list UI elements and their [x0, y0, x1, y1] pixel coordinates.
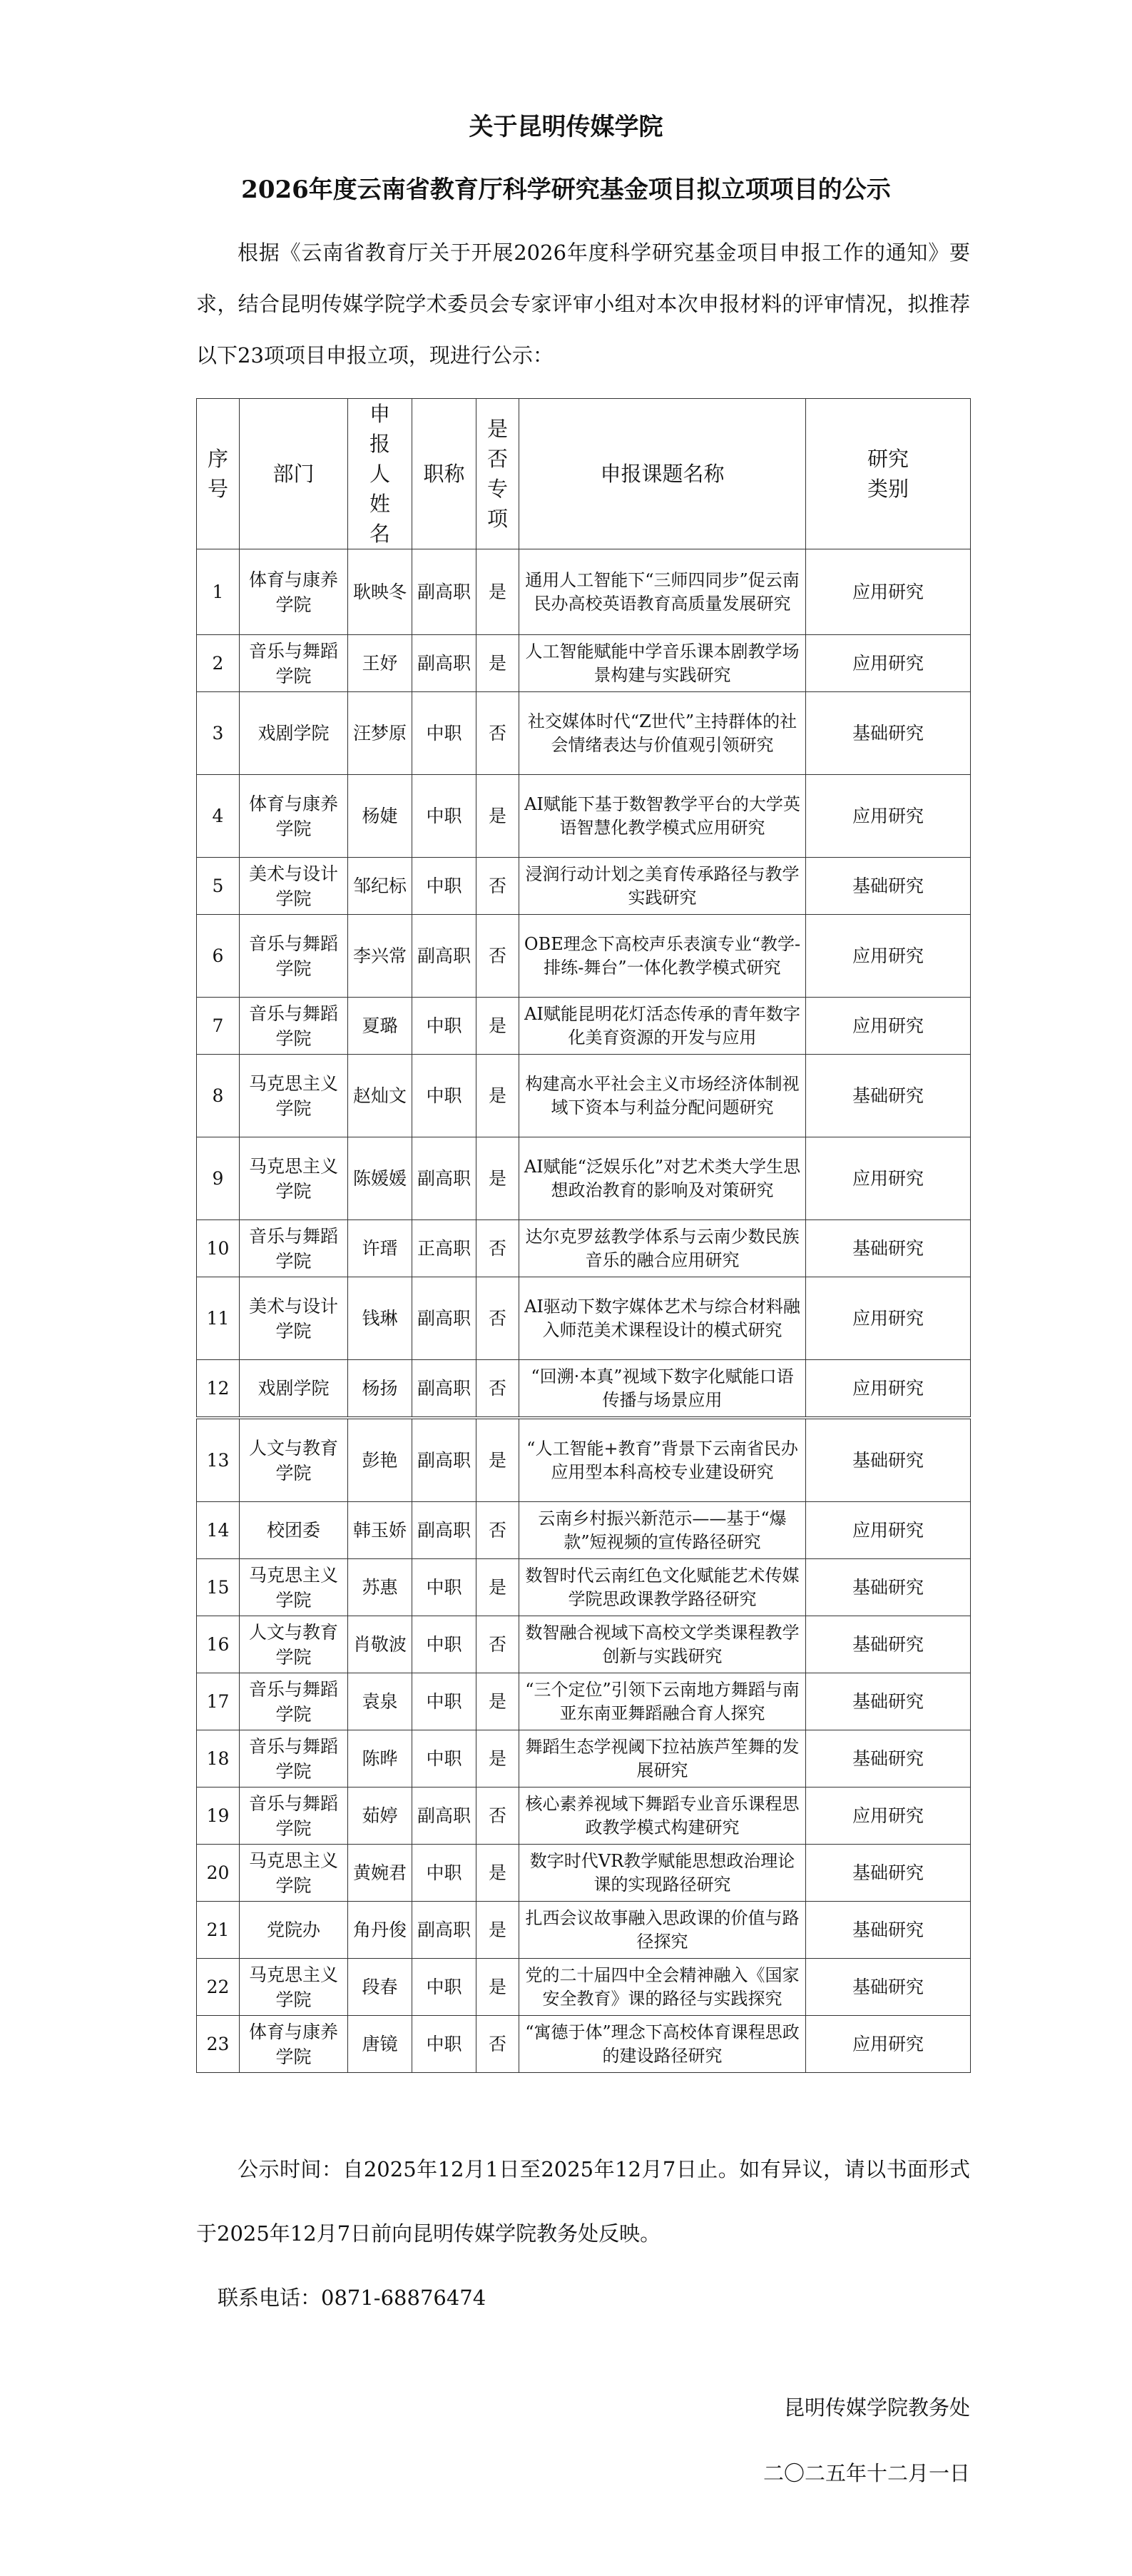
- row-topic: “人工智能+教育”背景下云南省民办应用型本科高校专业建设研究: [519, 1419, 806, 1502]
- row-special: 是: [476, 1137, 519, 1220]
- row-no: 17: [197, 1673, 240, 1730]
- project-table-part-2: [196, 1419, 971, 2073]
- row-no: 8: [197, 1055, 240, 1137]
- row-rank: 副高职: [412, 1502, 476, 1559]
- row-dept: 马克思主义学院: [240, 1845, 348, 1902]
- row-name: 钱琳: [348, 1277, 412, 1360]
- table-body-2: [197, 1419, 971, 2073]
- row-special: 是: [476, 635, 519, 692]
- row-dept: 戏剧学院: [240, 692, 348, 775]
- row-topic: OBE理念下高校声乐表演专业“教学-排练-舞台”一体化教学模式研究: [519, 915, 806, 998]
- header-type: 研究类别: [806, 399, 971, 549]
- row-topic: 通用人工智能下“三师四同步”促云南民办高校英语教育高质量发展研究: [519, 549, 806, 635]
- row-topic: 党的二十届四中全会精神融入《国家安全教育》课的路径与实践探究: [519, 1959, 806, 2016]
- row-special: 否: [476, 915, 519, 998]
- table-row: [197, 2016, 971, 2073]
- row-special: 是: [476, 1055, 519, 1137]
- row-rank: 中职: [412, 692, 476, 775]
- row-special: 是: [476, 998, 519, 1055]
- row-dept: 体育与康养学院: [240, 775, 348, 858]
- row-name: 李兴常: [348, 915, 412, 998]
- table-row: [197, 1277, 971, 1360]
- row-name: 唐镜: [348, 2016, 412, 2073]
- row-no: 23: [197, 2016, 240, 2073]
- row-name: 黄婉君: [348, 1845, 412, 1902]
- row-no: 2: [197, 635, 240, 692]
- row-name: 角丹俊: [348, 1902, 412, 1959]
- row-dept: 美术与设计学院: [240, 858, 348, 915]
- row-no: 11: [197, 1277, 240, 1360]
- row-name: 段春: [348, 1959, 412, 2016]
- row-no: 5: [197, 858, 240, 915]
- row-special: 是: [476, 1673, 519, 1730]
- row-type: 应用研究: [806, 1277, 971, 1360]
- table-row: [197, 1137, 971, 1220]
- row-rank: 副高职: [412, 635, 476, 692]
- row-rank: 中职: [412, 1559, 476, 1616]
- row-name: 夏璐: [348, 998, 412, 1055]
- row-rank: 副高职: [412, 1902, 476, 1959]
- table-row: [197, 1502, 971, 1559]
- row-rank: 中职: [412, 1959, 476, 2016]
- header-dept: 部门: [240, 399, 348, 549]
- table-header-row: [197, 399, 971, 549]
- row-name: 赵灿文: [348, 1055, 412, 1137]
- title-line-2: 2026年度云南省教育厅科学研究基金项目拟立项项目的公示: [241, 176, 891, 204]
- row-topic: 人工智能赋能中学音乐课本剧教学场景构建与实践研究: [519, 635, 806, 692]
- row-special: 是: [476, 1419, 519, 1502]
- row-no: 19: [197, 1788, 240, 1845]
- row-type: 应用研究: [806, 915, 971, 998]
- row-type: 基础研究: [806, 692, 971, 775]
- row-name: 邹纪标: [348, 858, 412, 915]
- table-row: [197, 1220, 971, 1277]
- row-special: 否: [476, 692, 519, 775]
- row-rank: 中职: [412, 1616, 476, 1673]
- header-rank: 职称: [412, 399, 476, 549]
- row-no: 10: [197, 1220, 240, 1277]
- row-type: 应用研究: [806, 635, 971, 692]
- row-type: 基础研究: [806, 1902, 971, 1959]
- row-no: 6: [197, 915, 240, 998]
- row-no: 4: [197, 775, 240, 858]
- row-name: 杨扬: [348, 1360, 412, 1417]
- row-no: 14: [197, 1502, 240, 1559]
- row-no: 13: [197, 1419, 240, 1502]
- row-name: 茹婷: [348, 1788, 412, 1845]
- table-row: [197, 1902, 971, 1959]
- row-dept: 美术与设计学院: [240, 1277, 348, 1360]
- row-topic: 达尔克罗兹教学体系与云南少数民族音乐的融合应用研究: [519, 1220, 806, 1277]
- row-no: 7: [197, 998, 240, 1055]
- table-row: [197, 1673, 971, 1730]
- row-special: 否: [476, 1616, 519, 1673]
- header-topic: 申报课题名称: [519, 399, 806, 549]
- table-row: [197, 1055, 971, 1137]
- row-dept: 党院办: [240, 1902, 348, 1959]
- row-topic: 核心素养视域下舞蹈专业音乐课程思政教学模式构建研究: [519, 1788, 806, 1845]
- row-rank: 中职: [412, 858, 476, 915]
- row-special: 否: [476, 858, 519, 915]
- row-special: 否: [476, 1277, 519, 1360]
- row-dept: 音乐与舞蹈学院: [240, 1730, 348, 1788]
- row-no: 1: [197, 549, 240, 635]
- row-topic: 浸润行动计划之美育传承路径与教学实践研究: [519, 858, 806, 915]
- intro-paragraph: 根据《云南省教育厅关于开展2026年度科学研究基金项目申报工作的通知》要求，结合昆明传媒学院学术委员会专家评审小组对本次申报材料的评审情况，拟推荐以下23项项目申报立项，现进行公示：: [196, 240, 970, 367]
- project-table-part-1: [196, 398, 971, 1417]
- row-special: 否: [476, 1502, 519, 1559]
- row-dept: 音乐与舞蹈学院: [240, 915, 348, 998]
- row-type: 应用研究: [806, 775, 971, 858]
- row-no: 21: [197, 1902, 240, 1959]
- row-topic: AI赋能下基于数智教学平台的大学英语智慧化教学模式应用研究: [519, 775, 806, 858]
- row-rank: 副高职: [412, 1419, 476, 1502]
- table-row: [197, 1845, 971, 1902]
- row-special: 是: [476, 549, 519, 635]
- row-dept: 音乐与舞蹈学院: [240, 635, 348, 692]
- table-row: [197, 1360, 971, 1417]
- table-row: [197, 775, 971, 858]
- row-rank: 正高职: [412, 1220, 476, 1277]
- table-row: [197, 635, 971, 692]
- row-special: 否: [476, 1360, 519, 1417]
- row-rank: 副高职: [412, 1137, 476, 1220]
- row-no: 9: [197, 1137, 240, 1220]
- row-dept: 人文与教育学院: [240, 1616, 348, 1673]
- row-type: 基础研究: [806, 1959, 971, 2016]
- row-dept: 马克思主义学院: [240, 1137, 348, 1220]
- row-rank: 中职: [412, 775, 476, 858]
- row-type: 应用研究: [806, 1137, 971, 1220]
- row-type: 基础研究: [806, 1220, 971, 1277]
- row-topic: 云南乡村振兴新范示——基于“爆款”短视频的宣传路径研究: [519, 1502, 806, 1559]
- row-name: 许瑨: [348, 1220, 412, 1277]
- row-type: 基础研究: [806, 1559, 971, 1616]
- table-row: [197, 915, 971, 998]
- table-row: [197, 1788, 971, 1845]
- row-type: 应用研究: [806, 549, 971, 635]
- row-dept: 马克思主义学院: [240, 1559, 348, 1616]
- row-topic: 扎西会议故事融入思政课的价值与路径探究: [519, 1902, 806, 1959]
- row-name: 杨婕: [348, 775, 412, 858]
- row-rank: 中职: [412, 2016, 476, 2073]
- row-special: 是: [476, 1902, 519, 1959]
- table-row: [197, 858, 971, 915]
- contact-phone: 联系电话：0871-68876474: [218, 2286, 486, 2310]
- header-special: 是否专项: [476, 399, 519, 549]
- row-special: 是: [476, 1845, 519, 1902]
- table-row: [197, 549, 971, 635]
- row-dept: 体育与康养学院: [240, 2016, 348, 2073]
- row-topic: AI赋能“泛娱乐化”对艺术类大学生思想政治教育的影响及对策研究: [519, 1137, 806, 1220]
- row-no: 15: [197, 1559, 240, 1616]
- row-topic: 社交媒体时代“Z世代”主持群体的社会情绪表达与价值观引领研究: [519, 692, 806, 775]
- header-name: 申报人姓名: [348, 399, 412, 549]
- row-topic: AI赋能昆明花灯活态传承的青年数字化美育资源的开发与应用: [519, 998, 806, 1055]
- row-type: 基础研究: [806, 1845, 971, 1902]
- row-name: 肖敬波: [348, 1616, 412, 1673]
- row-rank: 中职: [412, 1673, 476, 1730]
- signature-date: 二〇二五年十二月一日: [763, 2461, 970, 2485]
- row-dept: 戏剧学院: [240, 1360, 348, 1417]
- row-type: 基础研究: [806, 1055, 971, 1137]
- row-name: 陈媛媛: [348, 1137, 412, 1220]
- table-row: [197, 998, 971, 1055]
- row-type: 应用研究: [806, 1502, 971, 1559]
- row-type: 应用研究: [806, 998, 971, 1055]
- row-name: 王妤: [348, 635, 412, 692]
- row-special: 是: [476, 1559, 519, 1616]
- row-dept: 音乐与舞蹈学院: [240, 1788, 348, 1845]
- row-topic: “寓德于体”理念下高校体育课程思政的建设路径研究: [519, 2016, 806, 2073]
- row-type: 基础研究: [806, 1616, 971, 1673]
- row-special: 是: [476, 1959, 519, 2016]
- row-dept: 人文与教育学院: [240, 1419, 348, 1502]
- row-no: 16: [197, 1616, 240, 1673]
- row-rank: 中职: [412, 1845, 476, 1902]
- row-name: 袁泉: [348, 1673, 412, 1730]
- header-no: 序号: [197, 399, 240, 549]
- row-topic: “三个定位”引领下云南地方舞蹈与南亚东南亚舞蹈融合育人探究: [519, 1673, 806, 1730]
- row-special: 是: [476, 775, 519, 858]
- row-type: 应用研究: [806, 1788, 971, 1845]
- row-rank: 中职: [412, 998, 476, 1055]
- row-type: 基础研究: [806, 1730, 971, 1788]
- row-dept: 马克思主义学院: [240, 1055, 348, 1137]
- row-no: 18: [197, 1730, 240, 1788]
- row-name: 汪梦原: [348, 692, 412, 775]
- row-rank: 中职: [412, 1055, 476, 1137]
- row-name: 陈晔: [348, 1730, 412, 1788]
- row-topic: 数字时代VR教学赋能思想政治理论课的实现路径研究: [519, 1845, 806, 1902]
- notice-paragraph: 公示时间：自2025年12月1日至2025年12月7日止。如有异议，请以书面形式于2025年12月7日前向昆明传媒学院教务处反映。: [196, 2157, 970, 2246]
- row-rank: 副高职: [412, 1788, 476, 1845]
- table-row: [197, 1730, 971, 1788]
- row-special: 否: [476, 1220, 519, 1277]
- table-row: [197, 1419, 971, 1502]
- row-rank: 副高职: [412, 1360, 476, 1417]
- row-dept: 音乐与舞蹈学院: [240, 1220, 348, 1277]
- signature-office: 昆明传媒学院教务处: [783, 2395, 970, 2420]
- row-no: 3: [197, 692, 240, 775]
- row-name: 耿映冬: [348, 549, 412, 635]
- row-topic: 数智时代云南红色文化赋能艺术传媒学院思政课教学路径研究: [519, 1559, 806, 1616]
- row-type: 应用研究: [806, 2016, 971, 2073]
- table-body-1: [197, 549, 971, 1417]
- table-row: [197, 692, 971, 775]
- row-type: 基础研究: [806, 1673, 971, 1730]
- row-special: 否: [476, 2016, 519, 2073]
- row-type: 基础研究: [806, 858, 971, 915]
- row-type: 应用研究: [806, 1360, 971, 1417]
- title-line-1: 关于昆明传媒学院: [469, 113, 663, 141]
- row-dept: 体育与康养学院: [240, 549, 348, 635]
- row-name: 苏惠: [348, 1559, 412, 1616]
- row-rank: 副高职: [412, 915, 476, 998]
- row-topic: AI驱动下数字媒体艺术与综合材料融入师范美术课程设计的模式研究: [519, 1277, 806, 1360]
- row-dept: 马克思主义学院: [240, 1959, 348, 2016]
- row-topic: 构建高水平社会主义市场经济体制视域下资本与利益分配问题研究: [519, 1055, 806, 1137]
- row-special: 否: [476, 1788, 519, 1845]
- row-topic: 舞蹈生态学视阈下拉祜族芦笙舞的发展研究: [519, 1730, 806, 1788]
- table-row: [197, 1616, 971, 1673]
- row-name: 彭艳: [348, 1419, 412, 1502]
- row-topic: “回溯·本真”视域下数字化赋能口语传播与场景应用: [519, 1360, 806, 1417]
- table-row: [197, 1959, 971, 2016]
- row-rank: 副高职: [412, 1277, 476, 1360]
- row-dept: 校团委: [240, 1502, 348, 1559]
- row-rank: 中职: [412, 1730, 476, 1788]
- row-dept: 音乐与舞蹈学院: [240, 998, 348, 1055]
- row-special: 是: [476, 1730, 519, 1788]
- table-row: [197, 1559, 971, 1616]
- row-no: 12: [197, 1360, 240, 1417]
- row-rank: 副高职: [412, 549, 476, 635]
- row-name: 韩玉娇: [348, 1502, 412, 1559]
- row-topic: 数智融合视域下高校文学类课程教学创新与实践研究: [519, 1616, 806, 1673]
- row-type: 基础研究: [806, 1419, 971, 1502]
- row-dept: 音乐与舞蹈学院: [240, 1673, 348, 1730]
- row-no: 22: [197, 1959, 240, 2016]
- row-no: 20: [197, 1845, 240, 1902]
